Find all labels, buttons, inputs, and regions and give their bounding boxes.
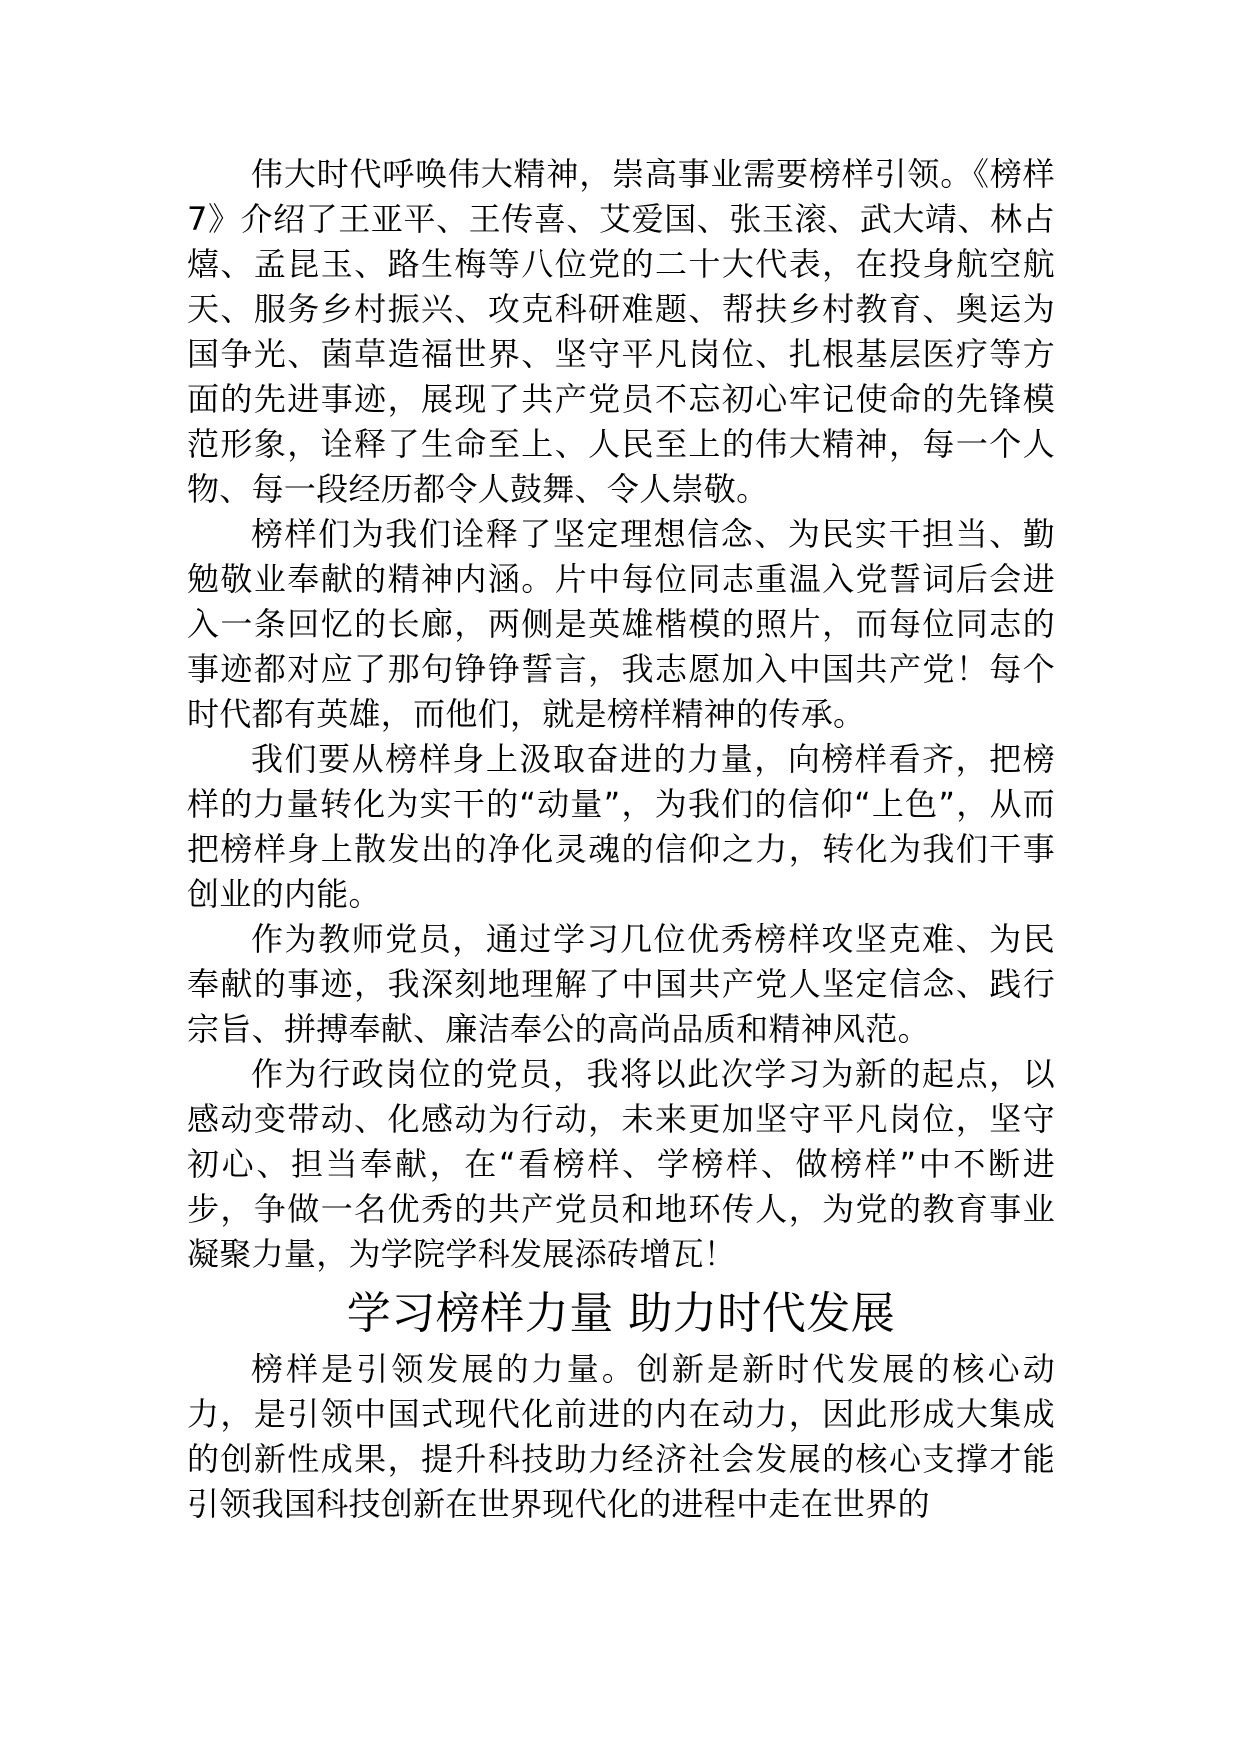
section-paragraph-1: 榜样是引领发展的力量。创新是新时代发展的核心动力，是引领中国式现代化前进的内在动力，因此形成大集成的创新性成果，提升科技助力经济社会发展的核心支撑才能引领我国科技创新在世界现代化的进程中走在世界的 [187,1350,1055,1523]
document-page [187,152,1055,1527]
paragraph-4: 作为教师党员，通过学习几位优秀榜样攻坚克难、为民奉献的事迹，我深刻地理解了中国共产党人坚定信念、践行宗旨、拼搏奉献、廉洁奉公的高尚品质和精神风范。 [187,920,1055,1048]
paragraph-2: 榜样们为我们诠释了坚定理想信念、为民实干担当、勤勉敬业奉献的精神内涵。片中每位同志重温入党誓词后会进入一条回忆的长廊，两侧是英雄楷模的照片，而每位同志的事迹都对应了那句铮铮誓言，我志愿加入中国共产党！每个时代都有英雄，而他们，就是榜样精神的传承。 [187,515,1055,733]
paragraph-1: 伟大时代呼唤伟大精神，崇高事业需要榜样引领。《榜样 7》介绍了王亚平、王传喜、艾爱国、张玉滚、武大靖、林占熺、孟昆玉、路生梅等八位党的二十大代表，在投身航空航天、服务乡村振兴、攻克科研难题、帮扶乡村教育、奥运为国争光、菌草造福世界、坚守平凡岗位、扎根基层医疗等方面的先进事迹，展现了共产党员不忘初心牢记使命的先锋模范形象，诠释了生命至上、人民至上的伟大精神，每一个人物、每一段经历都令人鼓舞、令人崇敬。 [187,155,1055,508]
paragraph-5: 作为行政岗位的党员，我将以此次学习为新的起点，以感动变带动、化感动为行动，未来更加坚守平凡岗位，坚守初心、担当奉献，在“看榜样、学榜样、做榜样”中不断进步，争做一名优秀的共产党员和地环传人，为党的教育事业凝聚力量，为学院学科发展添砖增瓦！ [187,1055,1055,1273]
paragraph-3: 我们要从榜样身上汲取奋进的力量，向榜样看齐，把榜样的力量转化为实干的“动量”，为我们的信仰“上色”，从而把榜样身上散发出的净化灵魂的信仰之力，转化为我们干事创业的内能。 [187,740,1055,913]
section-title: 学习榜样力量 助力时代发展 [346,1288,896,1339]
